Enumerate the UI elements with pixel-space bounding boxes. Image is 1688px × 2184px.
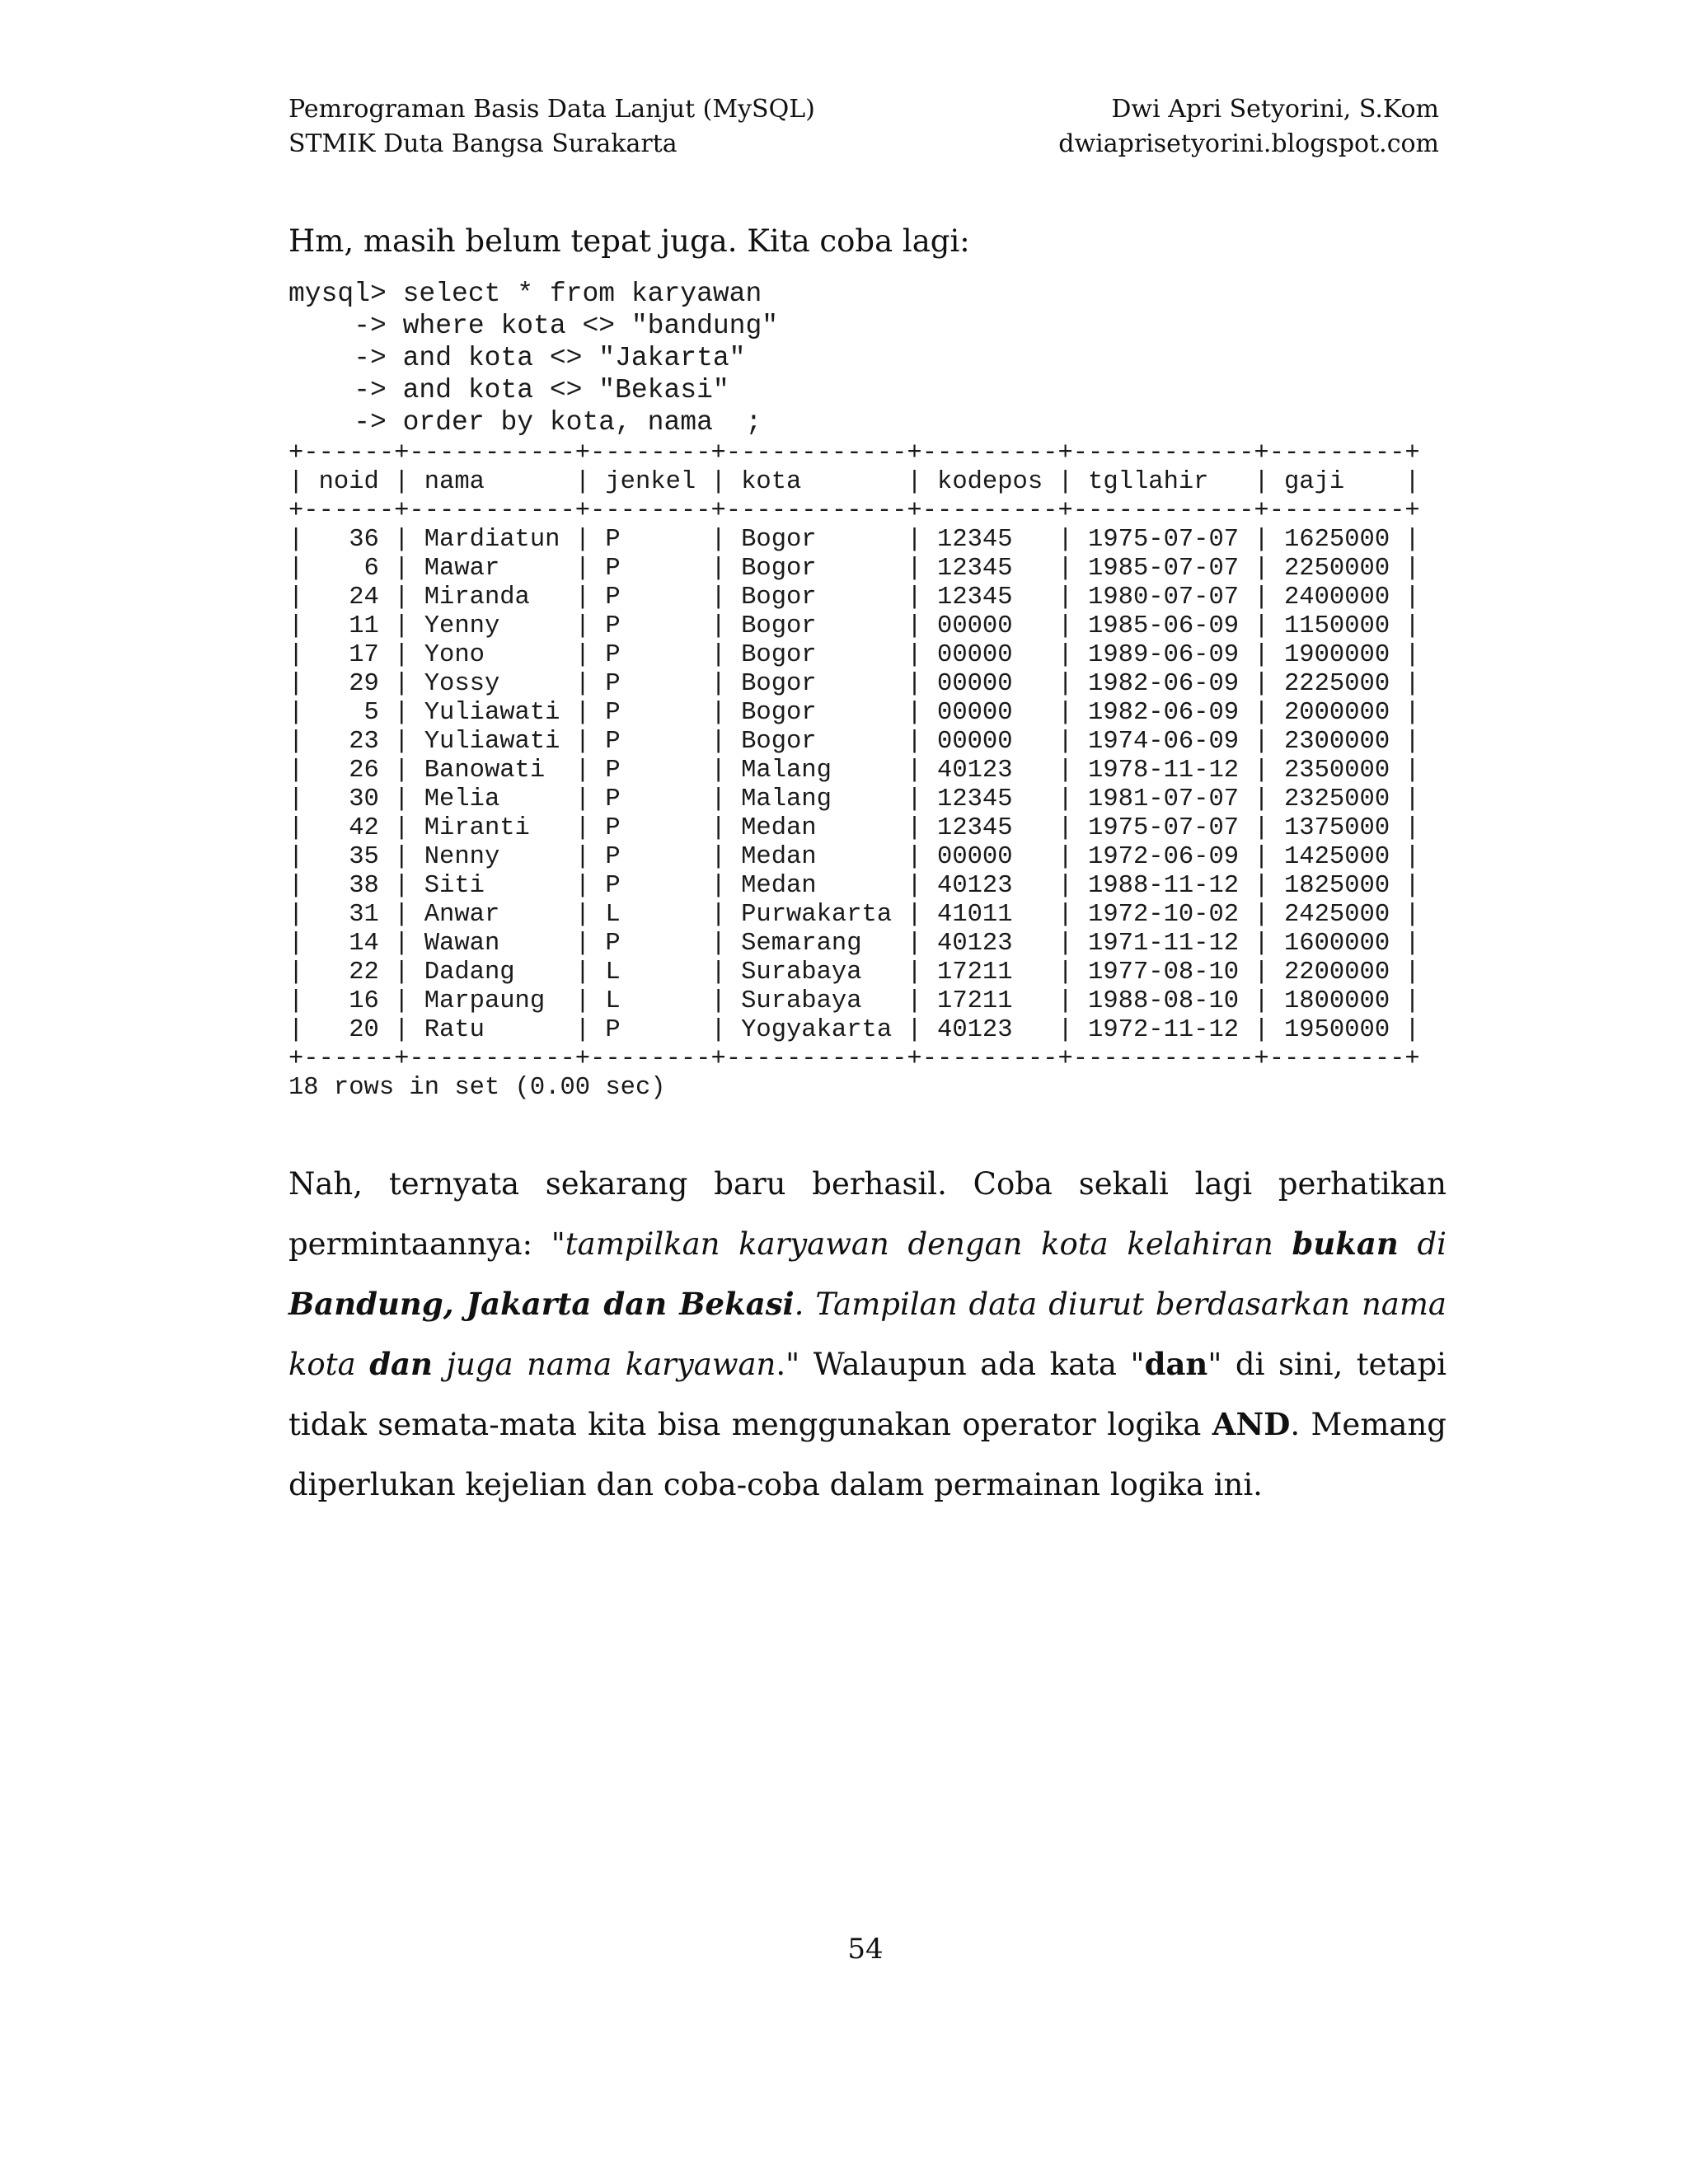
header-blog: dwiaprisetyorini.blogspot.com <box>1058 129 1439 158</box>
code-line: mysql> select * from karyawan <box>288 279 762 309</box>
code-line: -> and kota <> "Jakarta" <box>288 343 746 373</box>
para-bold: AND <box>1212 1406 1291 1442</box>
para-bold-italic: Bandung, Jakarta dan Bekasi <box>288 1286 795 1322</box>
table-row: | 38 | Siti | P | Medan | 40123 | 1988-11-12 | 1825000 | <box>288 872 1420 900</box>
table-row: | 20 | Ratu | P | Yogyakarta | 40123 | 1972-11-12 | 1950000 | <box>288 1016 1420 1044</box>
table-row: | 24 | Miranda | P | Bogor | 12345 | 1980-07-07 | 2400000 | <box>288 583 1420 612</box>
table-row: | 23 | Yuliawati | P | Bogor | 00000 | 1974-06-09 | 2300000 | <box>288 728 1420 756</box>
table-row: | 16 | Marpaung | L | Surabaya | 17211 | 1988-08-10 | 1800000 | <box>288 987 1420 1015</box>
para-text: Nah, ternyata sekarang baru berhasil. Coba sekali lagi perhatikan permintaannya: " <box>288 1166 1447 1262</box>
page-header-right <box>1058 92 1439 162</box>
table-row: | 31 | Anwar | L | Purwakarta | 41011 | 1972-10-02 | 2425000 | <box>288 901 1420 929</box>
table-row: | 17 | Yono | P | Bogor | 00000 | 1989-06-09 | 1900000 | <box>288 641 1420 669</box>
table-row: | 42 | Miranti | P | Medan | 12345 | 1975-07-07 | 1375000 | <box>288 814 1420 842</box>
para-bold-italic: bukan <box>1292 1226 1399 1262</box>
table-row: | 29 | Yossy | P | Bogor | 00000 | 1982-06-09 | 2225000 | <box>288 670 1420 698</box>
table-row: | 14 | Wawan | P | Semarang | 40123 | 1971-11-12 | 1600000 | <box>288 930 1420 958</box>
para-italic: tampilkan karyawan dengan kota kelahiran <box>565 1226 1292 1262</box>
table-header-row: | noid | nama | jenkel | kota | kodepos | tgllahir | gaji | <box>288 468 1420 496</box>
table-border: +------+-----------+--------+------------+---------+------------+---------+ <box>288 497 1420 525</box>
query-result-table <box>288 439 1420 1074</box>
table-row: | 6 | Mawar | P | Bogor | 12345 | 1985-07-07 | 2250000 | <box>288 555 1420 583</box>
table-row: | 22 | Dadang | L | Surabaya | 17211 | 1977-08-10 | 2200000 | <box>288 958 1420 987</box>
page-header-left <box>288 92 815 162</box>
para-bold: dan <box>1144 1346 1208 1382</box>
code-line: -> order by kota, nama ; <box>288 407 762 438</box>
para-italic: di <box>1398 1226 1447 1262</box>
page-number: 54 <box>847 1933 884 1966</box>
code-line: -> and kota <> "Bekasi" <box>288 375 729 405</box>
explanation-paragraph <box>288 1154 1447 1515</box>
para-bold-italic: dan <box>369 1346 433 1382</box>
code-line: -> where kota <> "bandung" <box>288 311 779 341</box>
table-row: | 36 | Mardiatun | P | Bogor | 12345 | 1975-07-07 | 1625000 | <box>288 526 1420 554</box>
header-institution: STMIK Duta Bangsa Surakarta <box>288 129 678 158</box>
sql-query-block <box>288 278 778 438</box>
para-text: ." Walaupun ada kata " <box>776 1347 1145 1382</box>
header-author: Dwi Apri Setyorini, S.Kom <box>1111 95 1439 124</box>
table-border: +------+-----------+--------+------------+---------+------------+---------+ <box>288 439 1420 467</box>
table-row: | 5 | Yuliawati | P | Bogor | 00000 | 1982-06-09 | 2000000 | <box>288 699 1420 727</box>
result-row-count: 18 rows in set (0.00 sec) <box>288 1074 666 1102</box>
table-row: | 35 | Nenny | P | Medan | 00000 | 1972-06-09 | 1425000 | <box>288 843 1420 871</box>
table-border: +------+-----------+--------+------------+---------+------------+---------+ <box>288 1045 1420 1073</box>
para-text: " di sini, tetapi tidak semata-mata kita bisa menggunakan operator logika <box>288 1347 1447 1442</box>
header-course-title: Pemrograman Basis Data Lanjut (MySQL) <box>288 95 815 124</box>
table-row: | 11 | Yenny | P | Bogor | 00000 | 1985-06-09 | 1150000 | <box>288 612 1420 640</box>
para-italic: juga nama karyawan <box>432 1347 776 1382</box>
intro-text: Hm, masih belum tepat juga. Kita coba lagi: <box>288 223 970 259</box>
para-text: . Memang diperlukan kejelian dan coba-coba dalam permainan logika ini. <box>288 1407 1447 1502</box>
para-italic: . Tampilan data diurut berdasarkan nama kota <box>288 1286 1447 1382</box>
table-row: | 26 | Banowati | P | Malang | 40123 | 1978-11-12 | 2350000 | <box>288 757 1420 785</box>
table-row: | 30 | Melia | P | Malang | 12345 | 1981-07-07 | 2325000 | <box>288 785 1420 813</box>
